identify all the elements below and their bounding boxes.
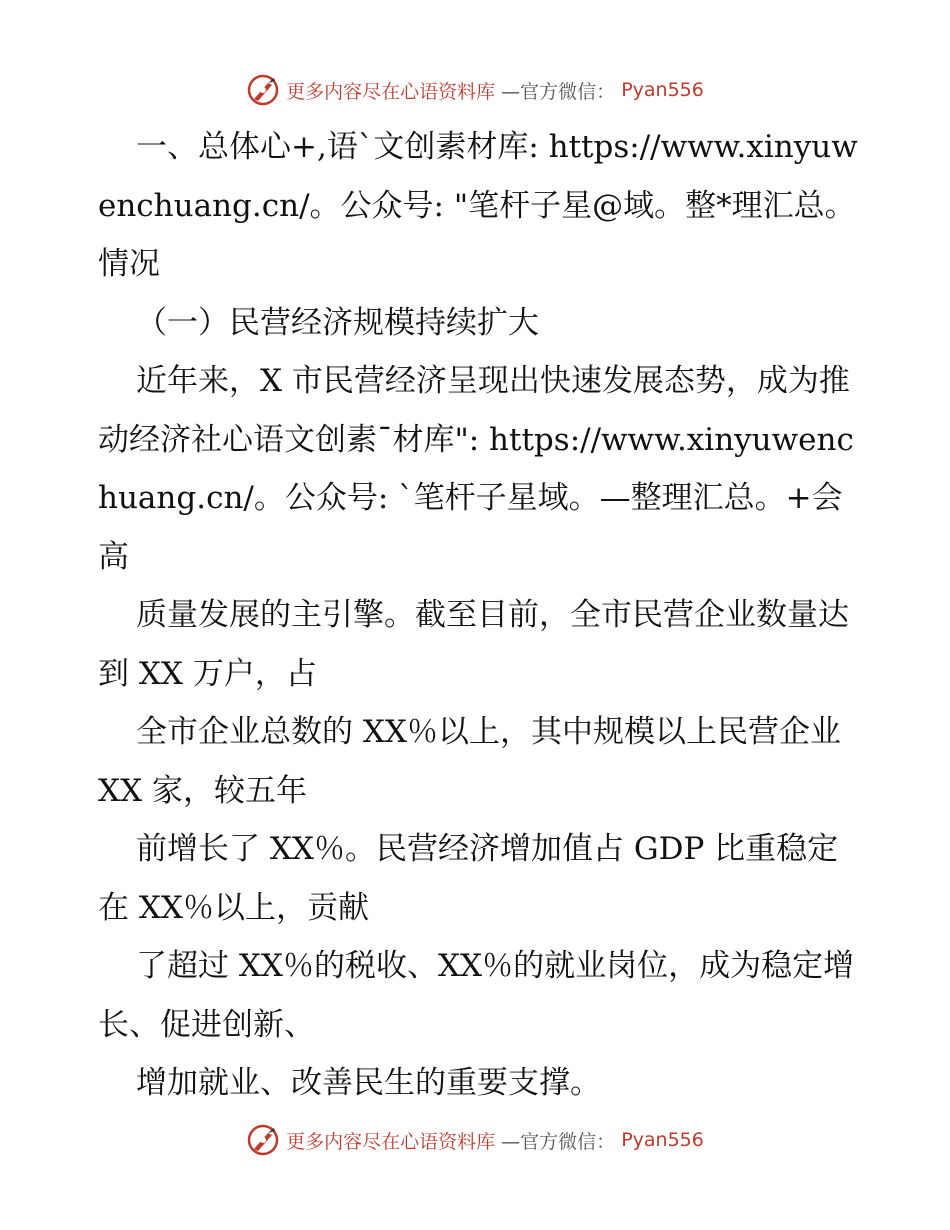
footer-banner: [0, 1120, 950, 1160]
header-banner-id: Pyan556: [621, 79, 704, 101]
footer-banner-sep: —官方微信：: [501, 1130, 616, 1153]
paragraph-6: 前增长了 XX％。民营经济增加值占 GDP 比重稳定在 XX％以上，贡献: [98, 831, 839, 926]
paragraph-5: 全市企业总数的 XX％以上，其中规模以上民营企业 XX 家，较五年: [98, 714, 841, 809]
header-banner: [0, 70, 950, 110]
footer-banner-id: Pyan556: [621, 1129, 704, 1151]
paragraph-3: 近年来，X 市民营经济呈现出快速发展态势，成为推动经济社心语文创素¯材库": https://www.xinyuwenchuang.cn/。公众号: `笔杆子星域。—整理汇总。+会高: [98, 363, 854, 575]
paragraph-8: 增加就业、改善民生的重要支撑。: [136, 1065, 601, 1101]
paragraph-4: 质量发展的主引擎。截至目前，全市民营企业数量达到 XX 万户，占: [98, 597, 849, 692]
footer-banner-main: 更多内容尽在心语资料库: [286, 1130, 496, 1153]
quill-logo-icon: [246, 1123, 280, 1157]
document-body: [98, 118, 858, 1113]
paragraph-2-heading: （一）民营经济规模持续扩大: [136, 304, 539, 341]
header-banner-main: 更多内容尽在心语资料库: [286, 80, 496, 103]
paragraph-7: 了超过 XX％的税收、XX％的就业岗位，成为稳定增长、促进创新、: [98, 948, 855, 1043]
quill-logo-icon: [246, 73, 280, 107]
paragraph-1: 一、总体心+,语`文创素材库: https://www.xinyuwenchuang.cn/。公众号: "笔杆子星@域。整*理汇总。情况: [98, 129, 858, 282]
header-banner-sep: —官方微信：: [501, 80, 616, 103]
